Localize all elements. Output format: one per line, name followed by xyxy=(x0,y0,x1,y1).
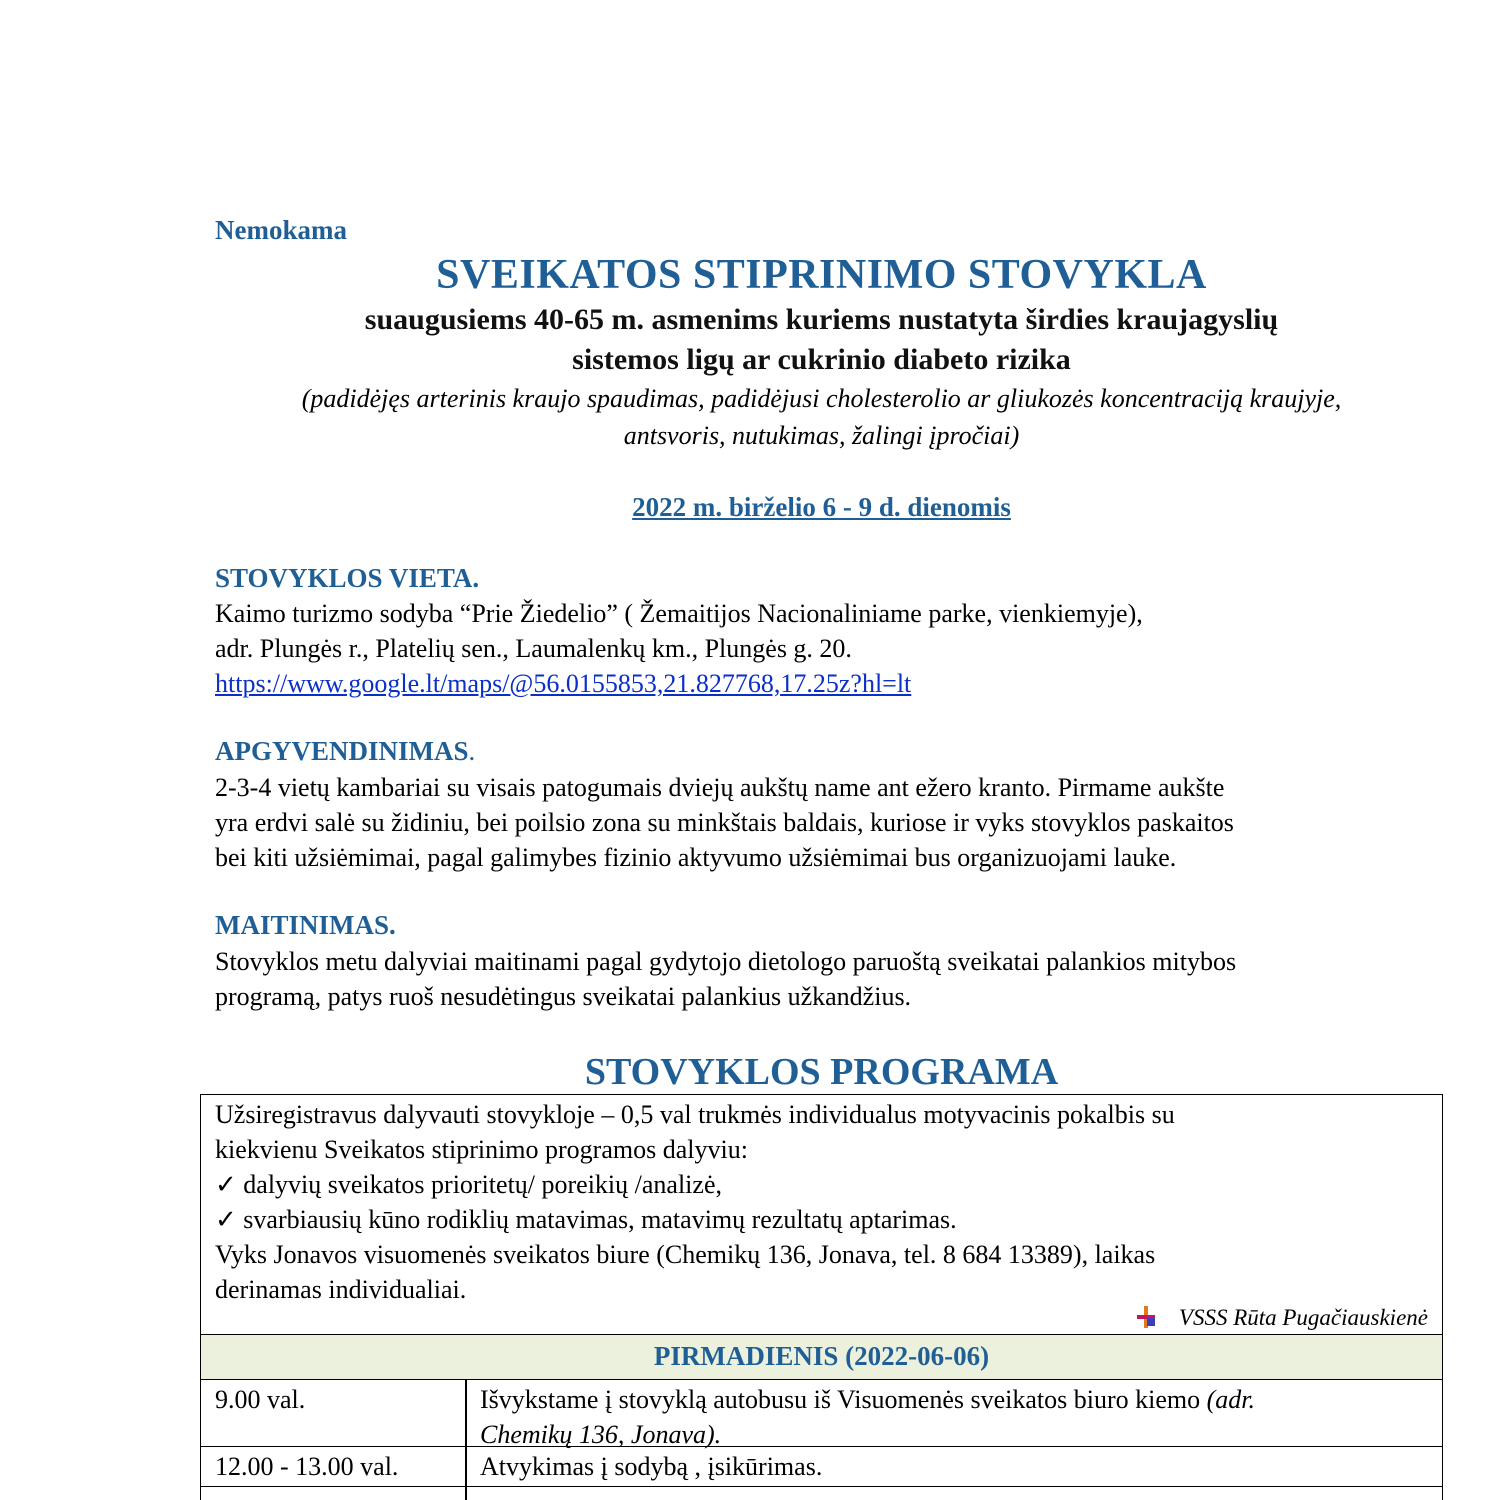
subtitle-line-1: suaugusiems 40-65 m. asmenims kuriems nustatyta širdies kraujagyslių xyxy=(364,303,1279,336)
row-time: 9.00 val. xyxy=(215,1385,306,1414)
meals-line-2: programą, patys ruoš nesudėtingus sveikatai palankius užkandžius. xyxy=(215,982,912,1011)
table-row xyxy=(201,1447,1442,1487)
camp-dates: 2022 m. birželio 6 - 9 d. dienomis xyxy=(632,492,1011,522)
intro-bullet-1: ✓ dalyvių sveikatos prioritetų/ poreikių /analizė, xyxy=(215,1170,722,1199)
row-description xyxy=(480,1382,1255,1452)
intro-line-3: Vyks Jonavos visuomenės sveikatos biure (Chemikų 136, Jonava, tel. 8 684 13389), laikas xyxy=(215,1240,1156,1269)
author-name: VSSS Rūta Pugačiauskienė xyxy=(1178,1305,1428,1330)
location-line-2: adr. Plungės r., Platelių sen., Laumalenkų km., Plungės g. 20. xyxy=(215,634,852,663)
author-bullet-icon xyxy=(1135,1306,1157,1328)
subtitle-line-2: sistemos ligų ar cukrinio diabeto rizika xyxy=(572,343,1071,376)
camp-title: SVEIKATOS STIPRINIMO STOVYKLA xyxy=(436,252,1207,298)
accommodation-line-2: yra erdvi salė su židiniu, bei poilsio zona su minkštais baldais, kuriose ir vyks stovyklos paskaitos xyxy=(215,808,1234,837)
free-label: Nemokama xyxy=(215,215,347,245)
day-header-monday: PIRMADIENIS (2022-06-06) xyxy=(201,1335,1442,1380)
intro-line-4: derinamas individualiai. xyxy=(215,1275,467,1304)
table-row xyxy=(201,1380,1442,1447)
accommodation-line-1: 2-3-4 vietų kambariai su visais patogumais dviejų aukštų name ant ežero kranto. Pirmame aukšte xyxy=(215,773,1225,802)
row-time: 12.00 - 13.00 val. xyxy=(215,1452,399,1481)
risk-note-line-1: (padidėjęs arterinis kraujo spaudimas, padidėjusi cholesterolio ar gliukozės koncentraciją kraujyje, xyxy=(301,384,1342,413)
program-table xyxy=(200,1094,1443,1500)
author-signature xyxy=(1135,1305,1428,1331)
row-description-address: (adr. xyxy=(1206,1385,1256,1414)
meals-line-1: Stovyklos metu dalyviai maitinami pagal gydytojo dietologo paruoštą sveikatai palankios mitybos xyxy=(215,947,1237,976)
location-heading: STOVYKLOS VIETA. xyxy=(215,563,480,593)
row-description-address-line-2: Chemikų 136, Jonava). xyxy=(480,1420,722,1449)
accommodation-heading xyxy=(215,736,475,767)
program-intro-cell xyxy=(201,1095,1442,1335)
program-title: STOVYKLOS PROGRAMA xyxy=(584,1051,1059,1093)
row-description: Atvykimas į sodybą , įsikūrimas. xyxy=(480,1452,823,1481)
intro-line-1: Užsiregistravus dalyvauti stovykloje – 0,5 val trukmės individualus motyvacinis pokalbis su xyxy=(215,1100,1175,1129)
column-divider xyxy=(465,1380,467,1500)
row-description-text: Išvykstame į stovyklą autobusu iš Visuomenės sveikatos biuro kiemo xyxy=(480,1385,1207,1414)
intro-bullet-2: ✓ svarbiausių kūno rodiklių matavimas, matavimų rezultatų aptarimas. xyxy=(215,1205,957,1234)
accommodation-line-3: bei kiti užsiėmimai, pagal galimybes fizinio aktyvumo užsiėmimai bus organizuojami lauke. xyxy=(215,843,1177,872)
location-line-1: Kaimo turizmo sodyba “Prie Žiedelio” ( Žemaitijos Nacionaliniame parke, vienkiemyje), xyxy=(215,599,1143,628)
risk-note-line-2: antsvoris, nutukimas, žalingi įpročiai) xyxy=(623,421,1020,450)
accommodation-heading-text: APGYVENDINIMAS xyxy=(215,736,469,766)
meals-heading: MAITINIMAS. xyxy=(215,910,396,940)
accommodation-heading-dot: . xyxy=(468,736,476,766)
map-link[interactable]: https://www.google.lt/maps/@56.0155853,21.827768,17.25z?hl=lt xyxy=(215,669,912,698)
intro-line-2: kiekvienu Sveikatos stiprinimo programos dalyviu: xyxy=(215,1135,748,1164)
